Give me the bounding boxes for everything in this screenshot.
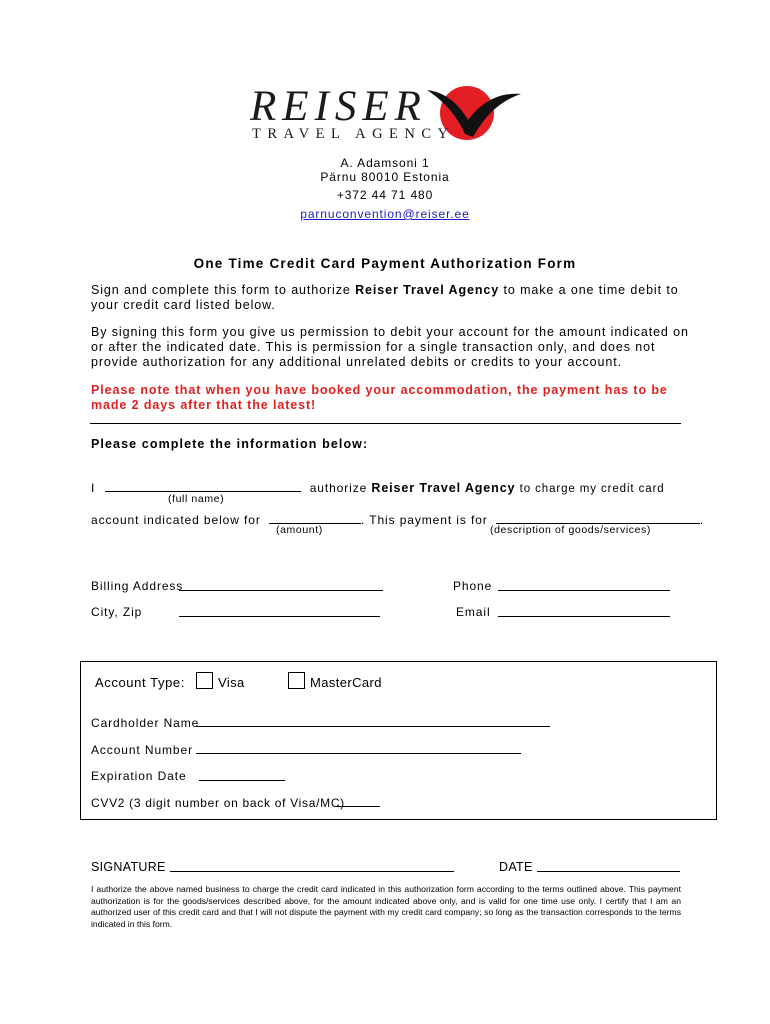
cvv-field[interactable] xyxy=(336,806,380,807)
email-label: Email xyxy=(456,605,491,619)
cardholder-name-label: Cardholder Name xyxy=(91,716,200,730)
section-divider xyxy=(90,423,681,424)
charge-label: to charge my credit card xyxy=(519,483,665,495)
phone-label: Phone xyxy=(453,579,493,593)
account-label: account indicated below for xyxy=(91,513,261,527)
description-field[interactable] xyxy=(496,512,700,524)
payment-note: Please note that when you have booked your accommodation, the payment has to be made 2 days after that the latest! xyxy=(91,383,668,412)
authorization-agency-name: Reiser Travel Agency xyxy=(371,481,516,495)
mastercard-checkbox[interactable] xyxy=(288,672,305,689)
intro-text-end: to make a one time debit to your credit card listed below. xyxy=(91,283,679,312)
payment-label: . This payment is for xyxy=(360,513,488,527)
date-field[interactable] xyxy=(537,871,680,872)
address-street: A. Adamsoni 1 xyxy=(340,156,430,170)
account-number-field[interactable] xyxy=(196,753,521,754)
signature-field[interactable] xyxy=(170,871,454,872)
full-name-hint: (full name) xyxy=(168,493,225,505)
logo-sun-bird-icon xyxy=(425,82,535,154)
mastercard-label: MasterCard xyxy=(310,675,382,690)
amount-hint: (amount) xyxy=(276,524,323,536)
cvv-label: CVV2 (3 digit number on back of Visa/MC) xyxy=(91,796,345,810)
line-end-period: . xyxy=(699,513,705,527)
account-type-label: Account Type: xyxy=(95,675,185,690)
permission-paragraph: By signing this form you give us permission to debit your account for the amount indicated on or after the indicated date. This is permission for a single transaction only, and does not provide authorization for any additional unrelated debits or credits to your account. xyxy=(91,325,689,369)
expiration-date-field[interactable] xyxy=(199,780,285,781)
email-field[interactable] xyxy=(498,616,670,617)
form-title: One Time Credit Card Payment Authorization Form xyxy=(193,256,577,271)
intro-text-start: Sign and complete this form to authorize xyxy=(91,283,356,297)
full-name-field[interactable] xyxy=(105,480,301,492)
address-phone: +372 44 71 480 xyxy=(336,188,434,202)
amount-field[interactable] xyxy=(269,512,361,524)
billing-address-label: Billing Address xyxy=(91,579,184,593)
authorize-label: authorize xyxy=(309,481,368,495)
address-email-link[interactable]: parnuconvention@reiser.ee xyxy=(300,207,470,221)
signature-label: SIGNATURE xyxy=(91,860,166,874)
phone-field[interactable] xyxy=(498,590,670,591)
description-hint: (description of goods/services) xyxy=(490,524,651,536)
city-zip-field[interactable] xyxy=(179,616,380,617)
logo-brand-text: REISER xyxy=(250,83,427,130)
intro-paragraph xyxy=(91,283,691,313)
address-city: Pärnu 80010 Estonia xyxy=(320,170,450,184)
visa-label: Visa xyxy=(218,675,245,690)
i-label: I xyxy=(91,481,96,495)
intro-agency-name: Reiser Travel Agency xyxy=(355,283,500,297)
legal-disclaimer: I authorize the above named business to charge the credit card indicated in this authorization form according to the terms outlined above. This payment authorization is for the goods/services described above, for the amount indicated above only, and is valid for one time use only. I certify that I am an authorized user of this credit card and that I will not dispute the payment with my credit card company; so long as the transaction corresponds to the terms indicated in this form. xyxy=(91,884,681,929)
cardholder-name-field[interactable] xyxy=(196,726,550,727)
date-label: DATE xyxy=(499,860,533,874)
expiration-date-label: Expiration Date xyxy=(91,769,187,783)
city-zip-label: City, Zip xyxy=(91,605,143,619)
complete-heading: Please complete the information below: xyxy=(91,437,369,451)
logo-subtitle-text: TRAVEL AGENCY xyxy=(252,126,455,142)
company-logo xyxy=(250,82,530,154)
visa-checkbox[interactable] xyxy=(196,672,213,689)
account-number-label: Account Number xyxy=(91,743,193,757)
billing-address-field[interactable] xyxy=(179,590,383,591)
